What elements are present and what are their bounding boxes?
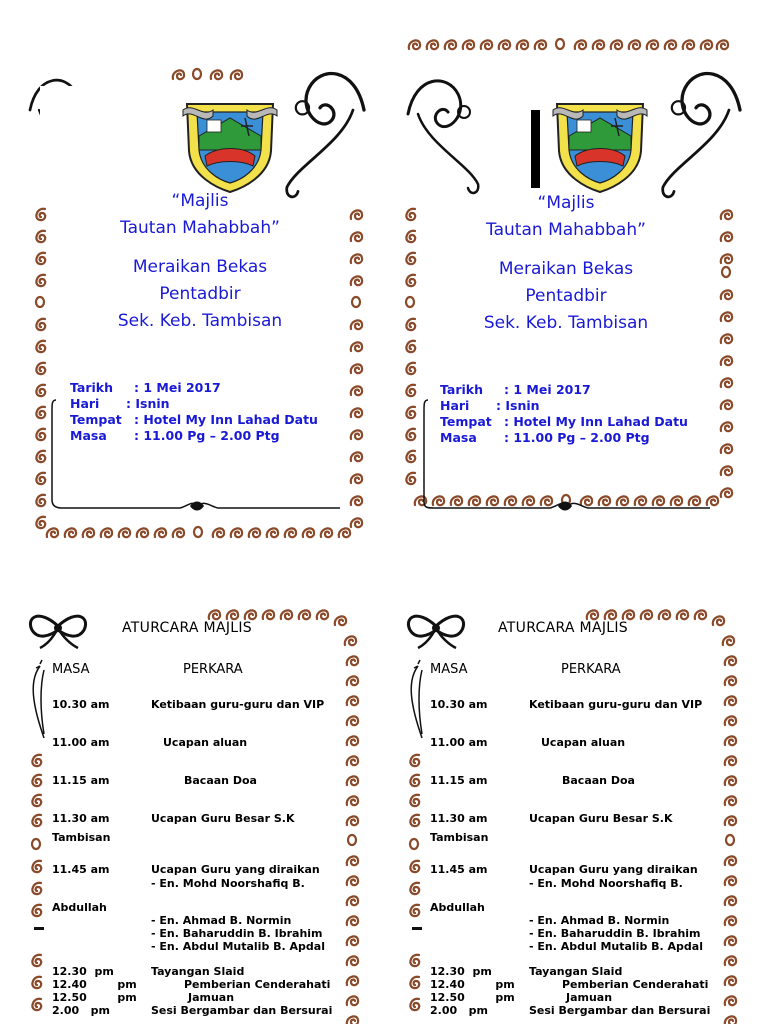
row-time: 11.45 am	[430, 863, 488, 876]
row-item: Sesi Bergambar dan Bersurai	[529, 1004, 711, 1017]
row-item: Tayangan Slaid	[151, 965, 245, 978]
tempat-row: Tempat : Hotel My Inn Lahad Datu	[70, 412, 318, 427]
row-time: Tambisan	[52, 831, 111, 844]
decorative-border	[378, 590, 768, 1024]
masa-row: Masa : 11.00 Pg – 2.00 Ptg	[440, 430, 650, 445]
event-details	[70, 380, 318, 444]
row-item: Jamuan	[188, 991, 235, 1004]
subtitle-line-3: Sek. Keb. Tambisan	[483, 313, 649, 333]
row-item: - En. Mohd Noorshafiq B.	[529, 877, 683, 890]
tarikh-row: Tarikh : 1 Mei 2017	[440, 382, 591, 397]
column-header-time: MASA	[430, 662, 468, 677]
program-card-left	[0, 590, 384, 1024]
row-time: 11.15 am	[430, 774, 488, 787]
row-item: - En. Ahmad B. Normin	[151, 914, 292, 927]
row-item: - En. Ahmad B. Normin	[529, 914, 670, 927]
hari-row: Hari : Isnin	[70, 396, 170, 411]
row-item: Ucapan Guru Besar S.K	[529, 812, 673, 825]
row-item: Ketibaan guru-guru dan VIP	[529, 698, 703, 711]
row-item: Ketibaan guru-guru dan VIP	[151, 698, 325, 711]
invitation-title	[426, 190, 706, 337]
column-header-time: MASA	[52, 662, 90, 677]
program-card-right	[378, 590, 768, 1024]
row-time: 2.00 pm	[430, 1004, 488, 1017]
row-time: 11.30 am	[430, 812, 488, 825]
row-item: Tayangan Slaid	[529, 965, 623, 978]
row-time: Abdullah	[430, 901, 485, 914]
row-item: - En. Abdul Mutalib B. Apdal	[529, 940, 703, 953]
row-item: Pemberian Cenderahati	[562, 978, 709, 991]
row-time: 11.15 am	[52, 774, 110, 787]
row-time: Tambisan	[430, 831, 489, 844]
row-item: Pemberian Cenderahati	[184, 978, 331, 991]
subtitle-line-2: Pentadbir	[525, 286, 607, 306]
row-item: Sesi Bergambar dan Bersurai	[151, 1004, 333, 1017]
row-item: - En. Baharuddin B. Ibrahim	[151, 927, 323, 940]
column-header-item: PERKARA	[561, 662, 621, 677]
title-line-2: Tautan Mahabbah”	[120, 218, 280, 238]
tarikh-row: Tarikh : 1 Mei 2017	[70, 380, 221, 395]
program-heading: ATURCARA MAJLIS	[122, 620, 252, 636]
row-time: Abdullah	[52, 901, 107, 914]
row-time: 10.30 am	[430, 698, 488, 711]
invitation-card-left	[0, 0, 384, 560]
redaction-block	[40, 86, 150, 188]
masa-row: Masa : 11.00 Pg – 2.00 Ptg	[70, 428, 280, 443]
row-item: Ucapan Guru yang diraikan	[529, 863, 698, 876]
row-item: Ucapan aluan	[163, 736, 248, 749]
subtitle-line-1: Meraikan Bekas	[132, 257, 268, 277]
row-item: - En. Baharuddin B. Ibrahim	[529, 927, 701, 940]
row-item: - En. Mohd Noorshafiq B.	[151, 877, 305, 890]
column-header-item: PERKARA	[183, 662, 243, 677]
row-item: Ucapan Guru yang diraikan	[151, 863, 320, 876]
event-details	[440, 382, 688, 446]
school-crest-logo	[180, 96, 280, 196]
tempat-row: Tempat : Hotel My Inn Lahad Datu	[440, 414, 688, 429]
row-time: 11.30 am	[52, 812, 110, 825]
row-time: 11.45 am	[52, 863, 110, 876]
row-time: 11.00 am	[52, 736, 110, 749]
title-line-2: Tautan Mahabbah”	[486, 220, 646, 240]
row-time: 2.00 pm	[52, 1004, 110, 1017]
invitation-title	[60, 188, 340, 335]
row-item: Bacaan Doa	[184, 774, 257, 787]
row-time: 12.30 pm	[430, 965, 492, 978]
row-item: Ucapan aluan	[541, 736, 626, 749]
row-item: Bacaan Doa	[562, 774, 635, 787]
row-time: 12.50 pm	[430, 991, 515, 1004]
row-time: 12.40 pm	[430, 978, 515, 991]
title-line-1: “Majlis	[537, 193, 595, 213]
invitation-card-right	[370, 0, 768, 560]
decorative-border	[0, 590, 384, 1024]
school-crest-logo	[550, 96, 650, 196]
subtitle-line-2: Pentadbir	[159, 284, 241, 304]
row-time: 12.30 pm	[52, 965, 114, 978]
row-time: 12.40 pm	[52, 978, 137, 991]
subtitle-line-1: Meraikan Bekas	[498, 259, 634, 279]
row-item: - En. Abdul Mutalib B. Apdal	[151, 940, 325, 953]
row-time: 12.50 pm	[52, 991, 137, 1004]
row-time: 10.30 am	[52, 698, 110, 711]
hari-row: Hari : Isnin	[440, 398, 540, 413]
subtitle-line-3: Sek. Keb. Tambisan	[117, 311, 283, 331]
program-heading: ATURCARA MAJLIS	[498, 620, 628, 636]
redaction-bar	[531, 110, 540, 188]
title-line-1: “Majlis	[171, 191, 229, 211]
row-item: Jamuan	[566, 991, 613, 1004]
row-item: Ucapan Guru Besar S.K	[151, 812, 295, 825]
row-time: 11.00 am	[430, 736, 488, 749]
